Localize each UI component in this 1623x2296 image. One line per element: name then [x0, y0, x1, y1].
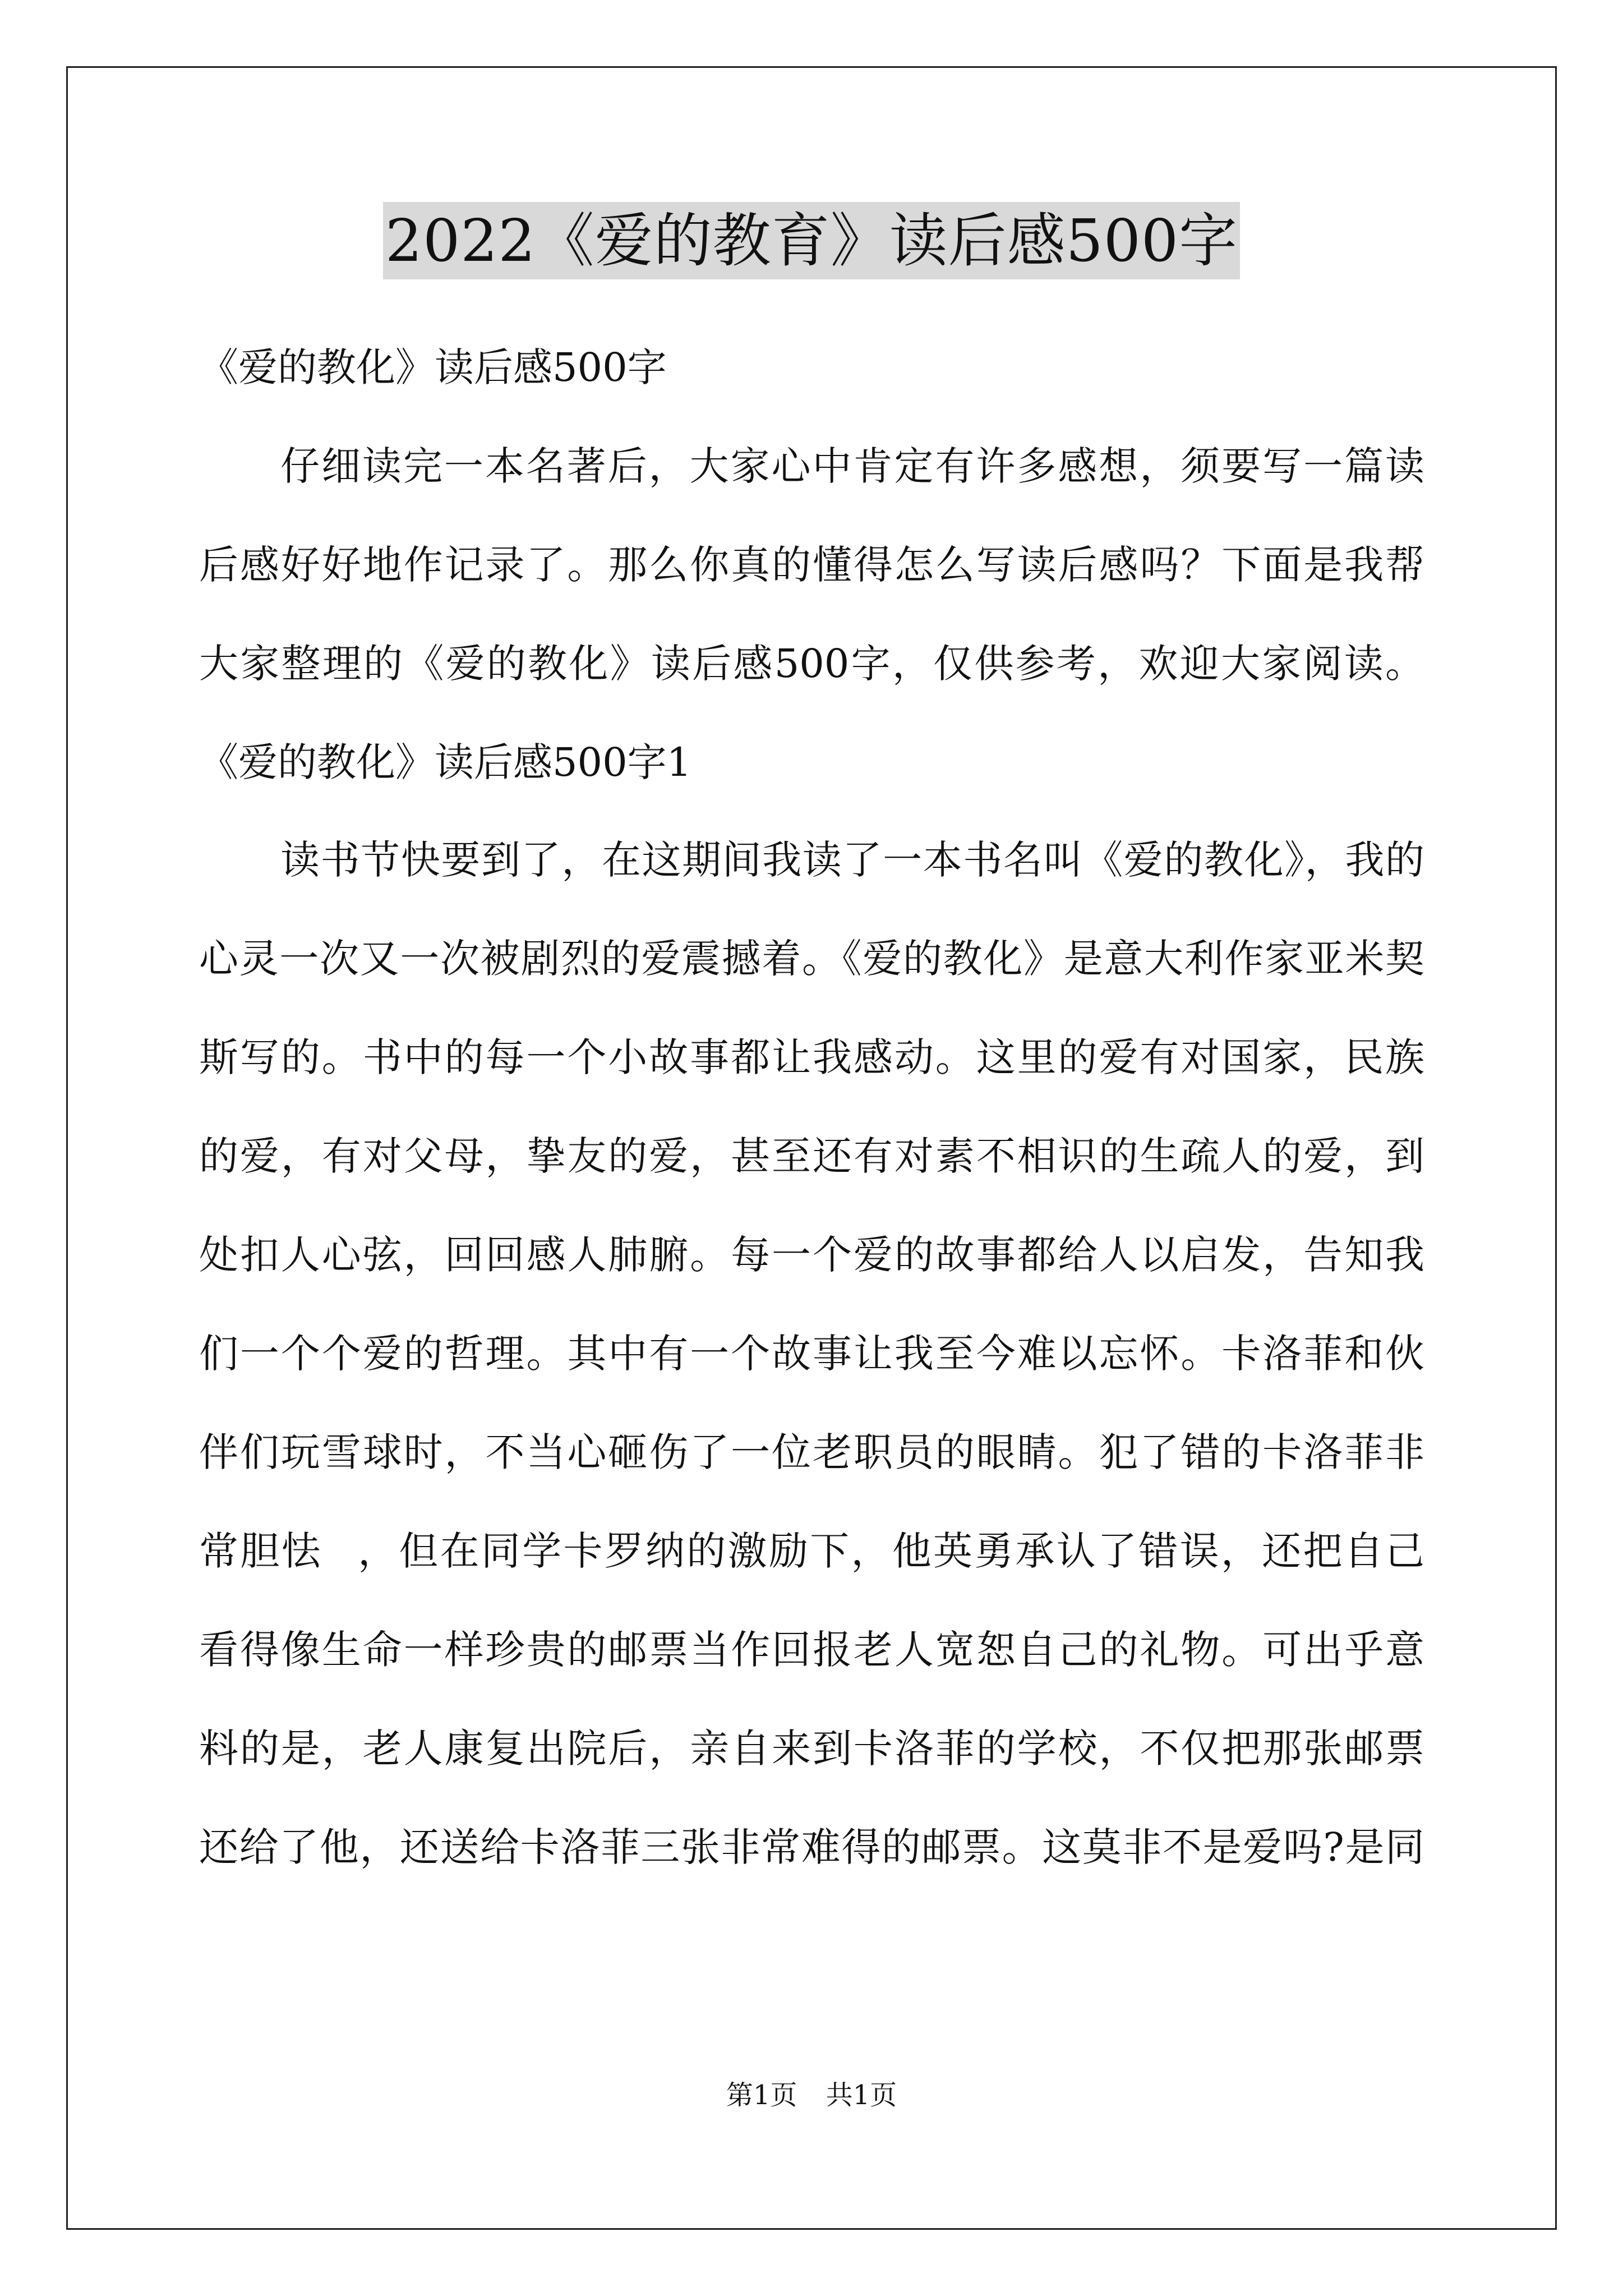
- body-line: 伴们玩雪球时，不当心砸伤了一位老职员的眼睛。犯了错的卡洛菲非: [199, 1429, 1424, 1475]
- body-line: 料的是，老人康复出院后，亲自来到卡洛菲的学校，不仅把那张邮票: [199, 1726, 1424, 1772]
- intro-line: 后感好好地作记录了。那么你真的懂得怎么写读后感吗？下面是我帮: [199, 542, 1424, 588]
- intro-line: 大家整理的《爱的教化》读后感500字，仅供参考，欢迎大家阅读。: [199, 641, 1424, 687]
- total-pages: 共1页: [826, 2079, 897, 2111]
- title-container: [0, 202, 1623, 279]
- body-line-part: 常胆怯: [199, 1528, 322, 1574]
- intro-line: 仔细读完一本名著后，大家心中肯定有许多感想，须要写一篇读: [280, 443, 1424, 489]
- section-heading: 《爱的教化》读后感500字1: [199, 739, 692, 785]
- body-line: 的爱，有对父母，挚友的爱，甚至还有对素不相识的生疏人的爱，到: [199, 1133, 1424, 1179]
- body-line-part: ，但在同学卡罗纳的激励下，他英勇承认了错误，还把自己: [356, 1528, 1424, 1574]
- document-title: 2022《爱的教育》读后感500字: [383, 202, 1240, 279]
- body-line: 还给了他，还送给卡洛菲三张非常难得的邮票。这莫非不是爱吗?是同: [199, 1824, 1424, 1870]
- body-line: 斯写的。书中的每一个小故事都让我感动。这里的爱有对国家，民族: [199, 1034, 1424, 1080]
- page-number: 第1页: [726, 2079, 797, 2111]
- body-line-split: [199, 1526, 1424, 1576]
- body-line: 看得像生命一样珍贵的邮票当作回报老人宽恕自己的礼物。可出乎意: [199, 1627, 1424, 1673]
- subtitle: 《爱的教化》读后感500字: [199, 344, 667, 390]
- body-line: 心灵一次又一次被剧烈的爱震撼着。《爱的教化》是意大利作家亚米契: [199, 936, 1424, 982]
- page-footer: [0, 2078, 1623, 2112]
- body-line: 读书节快要到了，在这期间我读了一本书名叫《爱的教化》，我的: [280, 837, 1424, 883]
- body-line: 处扣人心弦，回回感人肺腑。每一个爱的故事都给人以启发，告知我: [199, 1232, 1424, 1278]
- body-line: 们一个个爱的哲理。其中有一个故事让我至今难以忘怀。卡洛菲和伙: [199, 1331, 1424, 1377]
